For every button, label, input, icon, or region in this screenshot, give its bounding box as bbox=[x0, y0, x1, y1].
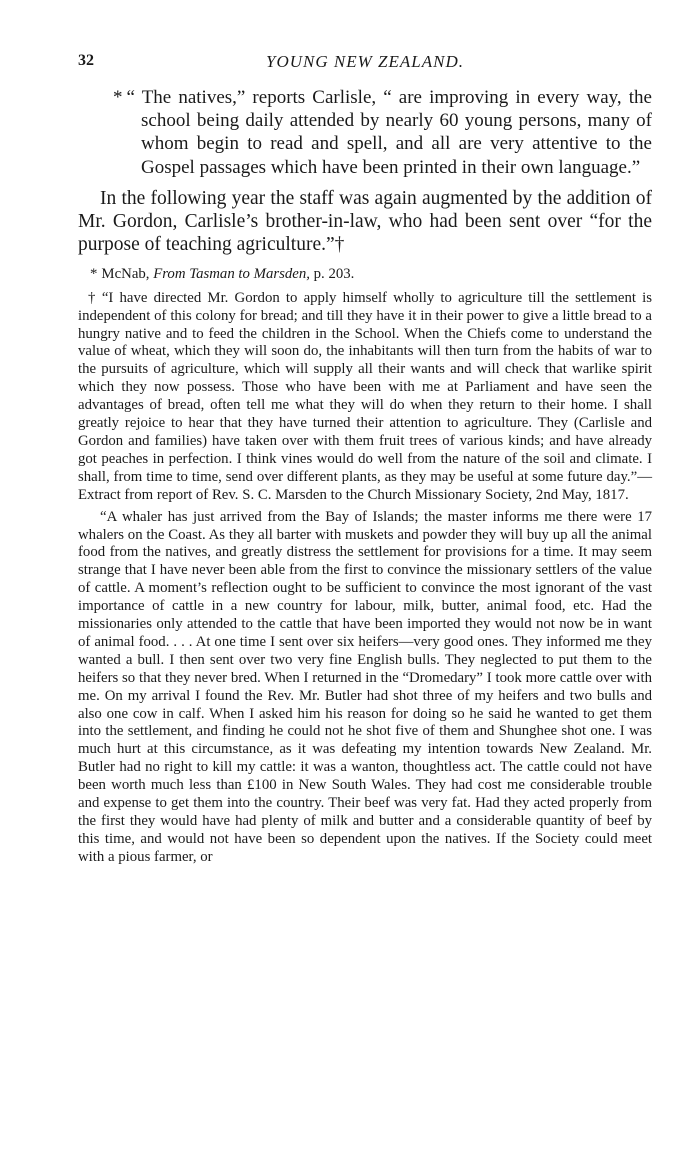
page-number: 32 bbox=[78, 52, 94, 69]
footnote-citation bbox=[78, 266, 652, 284]
footnote-marsden-report bbox=[78, 290, 652, 505]
footnote-whaler-paragraph: “A whaler has just arrived from the Bay of Islands; the master informs me there were 17 whalers on the Coast. As they all barter with muskets and powder they will buy up all the animal food from the natives, and greatly distress the settlement for provisions for a time. It may seem strange that I have never been able from the first to convince the missionary settlers of the value of cattle. A moment’s reflection ought to be sufficient to convince the most ignorant of the vast importance of cattle in a new country for labour, milk, butter, animal food, etc. Had the missionaries only attended to the cattle that have been imported they would not now be in want of animal food. . . . At one time I sent over six heifers—very good ones. They informed me they wanted a bull. I then sent over two very fine English bulls. They neglected to put them to the heifers so that they never bred. When I returned in the “Dromedary” I took more cattle over with me. On my arrival I found the Rev. Mr. Butler had shot three of my heifers and two bulls and also one cow in calf. When I asked him his reason for doing so he said he wanted to get them into the settlement, and finding he could not he shot five of them and Shunghee shot one. I was much hurt at this circumstance, as it was defeating my intention towards New Zealand. Mr. Butler had no right to kill my cattle: it was a wanton, thoughtless act. The cattle could not have been worth much less than £100 in New South Wales. They had cost me considerable trouble and expense to get them into the country. Their beef was very fat. Had they acted properly from the first they would have had plenty of milk and butter and a considerable quantity of beef by this time, and would not have been so dependent upon the natives. If the Society could meet with a pious farmer, or bbox=[78, 508, 652, 865]
citation-author: McNab, bbox=[101, 265, 150, 282]
quote-footnote-marker: * bbox=[113, 87, 123, 108]
body-paragraph: In the following year the staff was again augmented by the addition of Mr. Gordon, Carlisle’s brother-in-law, who had been sent over “for the purpose of teaching agriculture.”† bbox=[78, 187, 652, 255]
quote-text: “ The natives,” reports Carlisle, “ are improving in every way, the school being daily attended by nearly 60 young persons, many of whom begin to read and spell, and all are very attentive to the Gospel passages which have been printed in their own language.” bbox=[126, 87, 652, 178]
book-page bbox=[78, 48, 652, 867]
page-header bbox=[78, 48, 652, 76]
citation-page: p. 203. bbox=[313, 265, 355, 282]
footnote-marsden-text: “I have directed Mr. Gordon to apply himself wholly to agriculture till the settlement is independent of this colony for bread; and till they have it in their power to give a little bread to a hungry native and to feed the children in the School. When the Chiefs come to understand the value of wheat, which they will soon do, the inhabitants will then turn from the habits of war to the pursuits of agriculture, which will supply all their wants and will check that warlike spirit which they now possess. Those who have been with me at Parliament and have seen the advantages of bread, often tell me what they will do when they return to their home. I shall greatly rejoice to hear that they have turned their attention to agriculture. They (Carlisle and Gordon and families) have taken over with them fruit trees of various kinds; and have already got peaches in perfection. I think vines would do well from the nature of the soil and climate. I shall, from time to time, send over different plants, as they may be useful at some future day.”—Extract from report of Rev. S. C. Marsden to the Church Missionary Society, 2nd May, 1817. bbox=[78, 289, 652, 503]
running-title: YOUNG NEW ZEALAND. bbox=[266, 52, 464, 71]
block-quote bbox=[78, 86, 652, 179]
footnote-marker-dagger: † bbox=[88, 289, 98, 306]
footnote-marker-asterisk: * bbox=[90, 265, 98, 282]
citation-title: From Tasman to Marsden, bbox=[153, 265, 310, 282]
